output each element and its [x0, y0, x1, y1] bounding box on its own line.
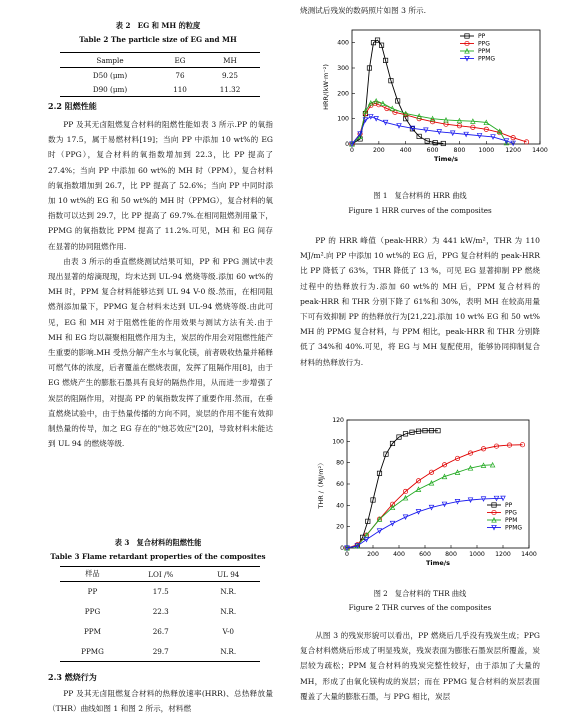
table2-cell: 110: [160, 82, 200, 97]
x-tick-label: 1200: [505, 147, 522, 154]
y-tick-label: 300: [337, 65, 349, 72]
paragraph-ul94: 由表 3 所示的垂直燃烧测试结果可知，PP 和 PPG 测试中表现出显著的熔滴现现，均未达到 UL-94 燃烧等级.添加 60 wt%的 MH 时，PPM 复合材料能够达到 UL 94 V-0 级.然而，在相同阻燃剂添加量下，PPMG 复合材料未达到 UL-94 燃烧等级.由此可见，EG 和 MH 对于阻燃性能的作用效果与测试方法有关.由于 MH 和 EG 均以凝聚相阻燃作用为主，炭层的作用会对阻燃性能产生重要的影响.MH 受热分解产生水与氧化镁，前者吸收热量并稀释可燃气体的浓度，后者覆盖在燃烧表面，发挥了阻隔作用[8]，由于 EG 燃烧产生的膨胀石墨具有良好的隔热作用，从而进一步增强了炭层的阻隔作用，对提高 PP 的氧指数发挥了重要作用.然而，在垂直燃烧试验中，由于热量传播的方向不同，炭层的作用不能有效抑制热量的传导，加之 EG 存在的"烛芯效应"[20]，导致材料未能达到 UL 94 的燃烧等级.: [48, 256, 273, 449]
table3-cell: 26.7: [152, 627, 169, 636]
table3-cell: N.R.: [220, 607, 237, 616]
hrr-chart: [300, 22, 560, 172]
right-text-block-2: [300, 628, 540, 704]
y-tick-label: 200: [337, 90, 349, 98]
table2-cell: D50 (μm): [92, 70, 128, 80]
legend-label: PP: [505, 502, 513, 509]
fig1-caption-en: Figure 1 HRR curves of the composites: [348, 206, 492, 215]
y-tick-label: 120: [332, 417, 344, 424]
table2-caption-en: Table 2 The particle size of EG and MH: [79, 35, 237, 44]
table2-header: EG: [160, 53, 200, 68]
table3-cell: PPG: [84, 607, 101, 616]
x-tick-label: 600: [426, 147, 439, 154]
right-top-line: [300, 3, 540, 18]
legend-label: PP: [478, 33, 486, 40]
table2-cell: 76: [175, 70, 185, 80]
y-tick-label: 40: [336, 502, 344, 510]
series-line: [347, 431, 438, 548]
y-axis-label: THR /（MJ/m²）: [317, 459, 325, 509]
left-text-block-1: [48, 117, 273, 451]
table2-cell: 9.25: [221, 70, 238, 80]
y-tick-label: 80: [336, 459, 344, 467]
y-tick-label: 100: [332, 438, 344, 446]
series-line: [352, 103, 527, 144]
y-tick-label: 100: [337, 115, 349, 123]
x-tick-label: 1400: [532, 147, 548, 154]
table3-header: 样品: [60, 567, 125, 582]
table3-header: UL 94: [196, 567, 260, 582]
y-tick-label: 60: [336, 481, 344, 488]
table3-caption-cn: 表 3 复合材料的阻燃性能: [114, 538, 202, 547]
table3-caption-en: Table 3 Flame retardant properties of the composites: [50, 552, 266, 561]
fig2-caption-cn: 图 2 复合材料的 THR 曲线: [373, 589, 467, 598]
table2-header: MH: [200, 53, 260, 68]
paragraph-loi: PP 及其无卤阻燃复合材料的阻燃性能如表 3 所示.PP 的氧指数为 17.5，属于易燃材料[19]；当向 PP 中添加 10 wt%的 EG 时（PPG），复合材料的氧指数增加到 22.3，比 PP 提高了 27.4%；当向 PP 中添加 60 wt%的 MH 时（PPM），复合材料的氧指数增加到 26.7，比 PP 提高了 52.6%；当向 PP 中同时添加 10 wt%的 EG 和 50 wt%的 MH 时（PPMG），复合材料的氧指数可以达到 29.7，比 PP 提高了 69.7%.在相同阻燃剂用量下，PPMG 的氧指数比 PPM 提高了 11.2%.可见，MH 和 EG 间存在显著的协同阻燃作用.: [48, 120, 273, 251]
table3-cell: PPM: [83, 627, 102, 636]
x-tick-label: 600: [419, 551, 431, 558]
table3-cell: PPMG: [60, 642, 125, 662]
y-axis-label: HRR/(kW·m⁻²): [322, 64, 330, 110]
table-row: [60, 68, 260, 83]
table3-cell: 22.3: [152, 607, 169, 616]
series-pp: [345, 428, 440, 550]
table-row: [60, 642, 260, 662]
x-axis-label: Time/s: [425, 559, 451, 567]
y-tick-label: 0: [345, 141, 349, 148]
table-row: [60, 602, 260, 622]
paragraph-hrr: PP 的 HRR 峰值（peak-HRR）为 441 kW/m²，THR 为 110 MJ/m².向 PP 中添加 10 wt%的 EG 后，PPG 复合材料的 peak-HRR 比 PP 降低了 63%，THR 降低了 13 %，可见 EG 显著抑制 PP 燃烧过程中的热释放行为.添加 60 wt%的 MH 后，PPM 复合材料的 peak-HRR 和 THR 分别下降了 61%和 30%，表明 MH 在较高用量下可有效抑制 PP 的热释放行为[21,22].添加 10 wt% EG 和 50 wt% MH 的 PPMG 复合材料，与 PPM 相比，peak-HRR 和 THR 分别降低了 34%和 40%.可见，将 EG 与 MH 复配使用，能够协同抑制复合材料的热释放行为.: [300, 236, 540, 367]
section-heading-2-2: 2.2 阻燃性能: [48, 101, 97, 111]
y-tick-label: 400: [337, 39, 349, 47]
table3-cell: PP: [87, 587, 98, 597]
plot-frame: [347, 420, 529, 548]
legend-label: PPG: [505, 509, 517, 517]
x-axis-label: Time/s: [433, 155, 459, 163]
x-tick-label: 1000: [469, 551, 485, 558]
x-tick-label: 0: [345, 551, 349, 558]
table3-cell: N.R.: [196, 642, 260, 662]
x-tick-label: 400: [393, 551, 405, 558]
fig2-caption-en: Figure 2 THR curves of the composites: [348, 603, 492, 612]
table3-header: LOI /%: [125, 567, 196, 582]
legend-label: PPM: [478, 48, 491, 55]
x-tick-label: 200: [372, 147, 385, 154]
paragraph-continuation: 烧测试后残炭的数码照片如图 3 所示.: [300, 6, 426, 15]
table3-cell: N.R.: [220, 587, 237, 597]
table2-cell: 11.32: [200, 82, 260, 97]
series-line: [352, 101, 506, 144]
x-tick-label: 200: [367, 551, 379, 558]
table3-cell: V-0: [222, 627, 234, 636]
x-tick-label: 1200: [495, 551, 511, 558]
series-line: [347, 498, 503, 548]
series-pp: [350, 38, 446, 146]
series-line: [352, 40, 443, 144]
legend-label: PPMG: [478, 55, 496, 63]
legend-label: PPG: [478, 40, 490, 48]
thr-chart: [305, 415, 560, 580]
table2-header: Sample: [60, 53, 160, 68]
series-ppmg: [345, 496, 505, 550]
paragraph-combustion: PP 及其无卤阻燃复合材料的热释放速率(HRR)、总热释放量（THR）曲线如图 1 和图 2 所示，材料燃: [48, 689, 273, 714]
legend-label: PPM: [505, 517, 518, 524]
fig1-caption-cn: 图 1 复合材料的 HRR 曲线: [373, 191, 467, 200]
x-tick-label: 400: [399, 147, 412, 154]
table2: [60, 52, 260, 97]
x-tick-label: 1000: [478, 147, 495, 154]
paragraph-residue: 从图 3 的残炭形貌可以看出，PP 燃烧后几乎没有残炭生成；PPG 复合材料燃烧后形成了明显残炭，残炭表面为膨胀石墨炭层所覆盖，炭层较为疏松；PPM 复合材料的残炭完整性较好，由于添加了大量的 MH，形成了由氧化镁构成的炭层；而在 PPMG 复合材料的炭层表面覆盖了大量的膨胀石墨，与 PPG 相比，炭层: [300, 631, 540, 701]
right-text-block-1: [300, 233, 540, 370]
x-tick-label: 1400: [521, 551, 537, 558]
table-row: [60, 622, 260, 642]
section-heading-2-3: 2.3 燃烧行为: [48, 672, 97, 682]
table-row: [60, 582, 260, 602]
x-tick-label: 0: [350, 147, 354, 154]
y-tick-label: 0: [340, 545, 344, 552]
table-row: [60, 82, 260, 97]
table3-cell: 29.7: [125, 642, 196, 662]
table3: [60, 566, 260, 662]
table3-cell: 17.5: [152, 587, 169, 597]
x-tick-label: 800: [453, 147, 466, 154]
x-tick-label: 800: [445, 551, 457, 558]
table2-cell: D90 (μm): [60, 82, 160, 97]
table2-caption-cn: 表 2 EG 和 MH 的粒度: [115, 21, 201, 30]
left-text-block-2: [48, 686, 273, 716]
y-tick-label: 20: [336, 523, 344, 531]
legend-label: PPMG: [505, 524, 523, 532]
